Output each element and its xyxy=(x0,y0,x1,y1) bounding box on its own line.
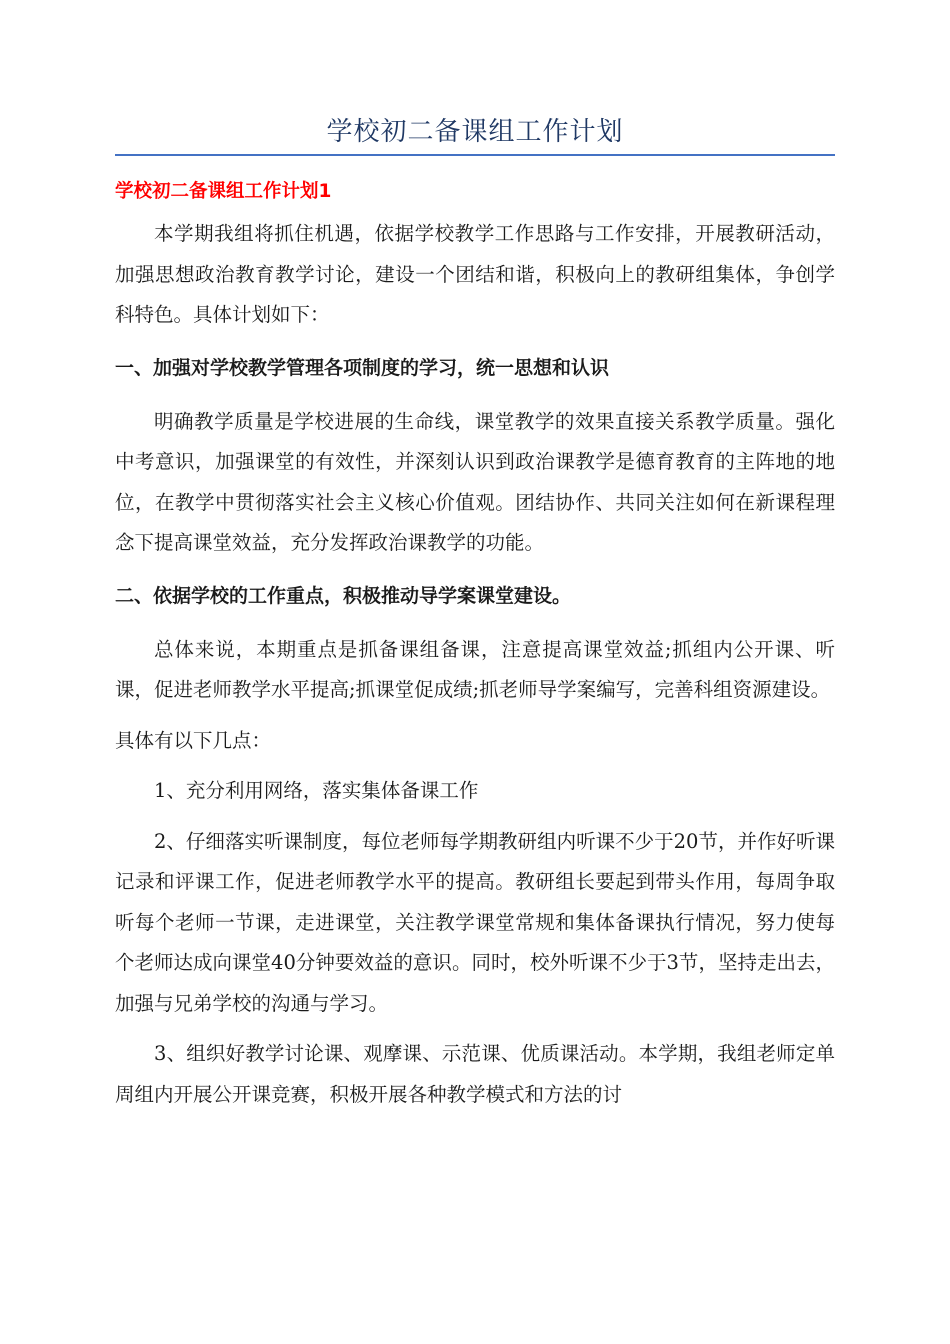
point-item-1: 1、充分利用网络，落实集体备课工作 xyxy=(154,779,479,802)
section-1-heading: 一、加强对学校教学管理各项制度的学习，统一思想和认识 xyxy=(115,356,610,379)
points-intro: 具体有以下几点： xyxy=(115,728,272,752)
document-title: 学校初二备课组工作计划 xyxy=(326,117,624,147)
point-item-2: 2、仔细落实听课制度，每位老师每学期教研组内听课不少于20节，并作好听课记录和评课工作，促进老师教学水平的提高。教研组长要起到带头作用，每周争取听每个老师一节课，走进课堂，关注教学课堂常规和集体备课执行情况，努力使每个老师达成向课堂40分钟要效益的意识。同时，校外听课不少于3节，坚持走出去，加强与兄弟学校的沟通与学习。 xyxy=(115,829,835,1015)
section-2-paragraph: 总体来说，本期重点是抓备课组备课，注意提高课堂效益;抓组内公开课、听课，促进老师教学水平提高;抓课堂促成绩;抓老师导学案编写，完善科组资源建设。 xyxy=(115,637,835,701)
section-2-heading: 二、依据学校的工作重点，积极推动导学案课堂建设。 xyxy=(115,584,572,607)
section-1-paragraph: 明确教学质量是学校进展的生命线，课堂教学的效果直接关系教学质量。强化中考意识，加强课堂的有效性，并深刻认识到政治课教学是德育教育的主阵地的地位，在教学中贯彻落实社会主义核心价值观。团结协作、共同关注如何在新课程理念下提高课堂效益，充分发挥政治课教学的功能。 xyxy=(115,409,835,554)
title-underline xyxy=(115,154,835,156)
document-body xyxy=(115,170,835,1125)
intro-paragraph: 本学期我组将抓住机遇，依据学校教学工作思路与工作安排，开展教研活动，加强思想政治教育教学讨论，建设一个团结和谐，积极向上的教研组集体，争创学科特色。具体计划如下： xyxy=(115,222,835,326)
point-item-3: 3、组织好教学讨论课、观摩课、示范课、优质课活动。本学期，我组老师定单周组内开展公开课竞赛，积极开展各种教学模式和方法的讨 xyxy=(115,1042,835,1106)
plan-subheading: 学校初二备课组工作计划1 xyxy=(115,181,332,202)
